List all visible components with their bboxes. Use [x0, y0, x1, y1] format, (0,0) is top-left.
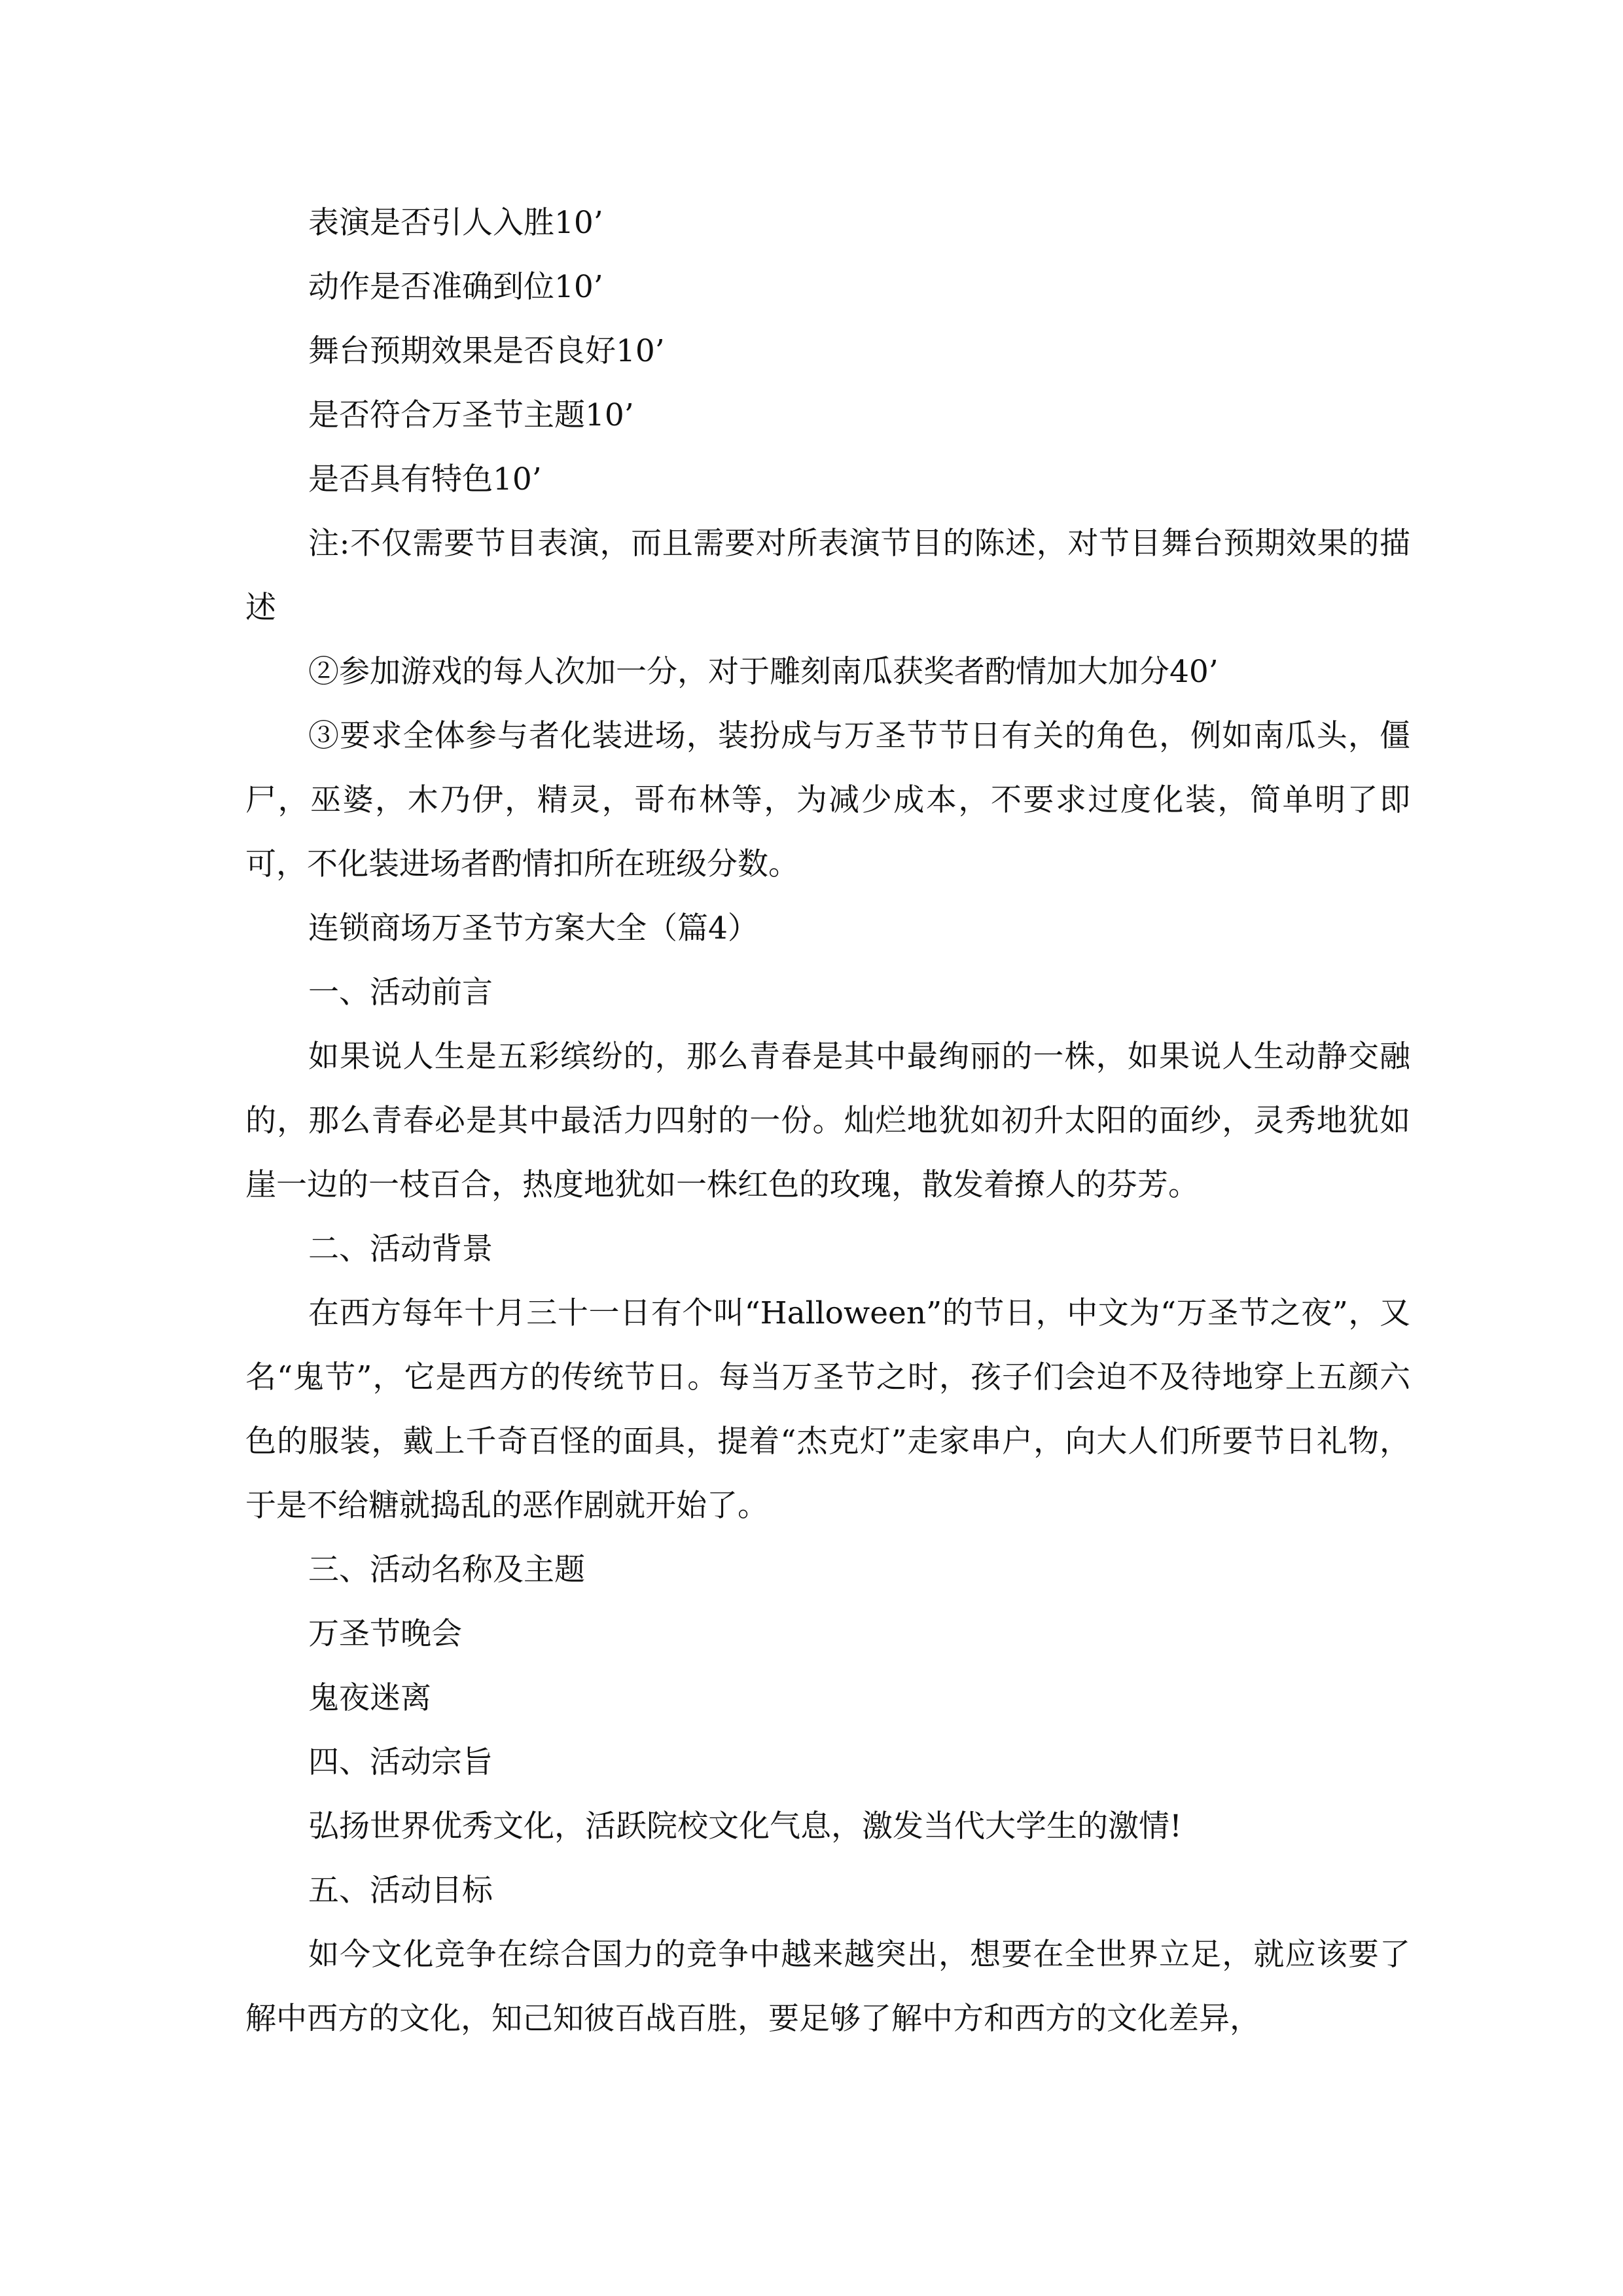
heading-goals: 五、活动目标: [308, 1873, 493, 1909]
criterion-theme: 是否符合万圣节主题10’: [308, 397, 634, 433]
heading-background: 二、活动背景: [308, 1231, 493, 1267]
note-paragraph: 注:不仅需要节目表演，而且需要对所表演节目的陈述，对节目舞台预期效果的描述: [245, 526, 1410, 626]
event-name: 万圣节晚会: [308, 1616, 462, 1652]
heading-preface: 一、活动前言: [308, 975, 493, 1011]
goals-paragraph: 如今文化竞争在综合国力的竞争中越来越突出，想要在全世界立足，就应该要了解中西方的文化，知己知彼百战百胜，要足够了解中方和西方的文化差异，: [245, 1937, 1410, 2037]
rule-2-paragraph: ②参加游戏的每人次加一分，对于雕刻南瓜获奖者酌情加大加分40’: [308, 654, 1219, 690]
purpose-paragraph: 弘扬世界优秀文化，活跃院校文化气息，激发当代大学生的激情!: [308, 1808, 1182, 1844]
preface-paragraph: 如果说人生是五彩缤纷的，那么青春是其中最绚丽的一株，如果说人生动静交融的，那么青春必是其中最活力四射的一份。灿烂地犹如初升太阳的面纱，灵秀地犹如崖一边的一枝百合，热度地犹如一株红色的玫瑰，散发着撩人的芬芳。: [245, 1039, 1410, 1203]
criterion-performance: 表演是否引人入胜10’: [308, 205, 603, 241]
criterion-feature: 是否具有特色10’: [308, 461, 542, 497]
section-title: 连锁商场万圣节方案大全（篇4）: [308, 910, 758, 946]
criterion-stage-effect: 舞台预期效果是否良好10’: [308, 333, 665, 369]
event-theme: 鬼夜迷离: [308, 1680, 431, 1716]
rule-3-paragraph: ③要求全体参与者化装进场，装扮成与万圣节节日有关的角色，例如南瓜头，僵尸，巫婆，木乃伊，精灵，哥布林等，为减少成本，不要求过度化装，简单明了即可，不化装进场者酌情扣所在班级分数。: [245, 718, 1410, 882]
heading-name-theme: 三、活动名称及主题: [308, 1552, 585, 1588]
background-paragraph: 在西方每年十月三十一日有个叫“Halloween”的节日，中文为“万圣节之夜”，又名“鬼节”，它是西方的传统节日。每当万圣节之时，孩子们会迫不及待地穿上五颜六色的服装，戴上千奇百怪的面具，提着“杰克灯”走家串户，向大人们所要节日礼物，于是不给糖就捣乱的恶作剧就开始了。: [245, 1295, 1410, 1524]
criterion-movement: 动作是否准确到位10’: [308, 269, 603, 305]
document-body: [245, 191, 1410, 2051]
heading-purpose: 四、活动宗旨: [308, 1744, 493, 1780]
